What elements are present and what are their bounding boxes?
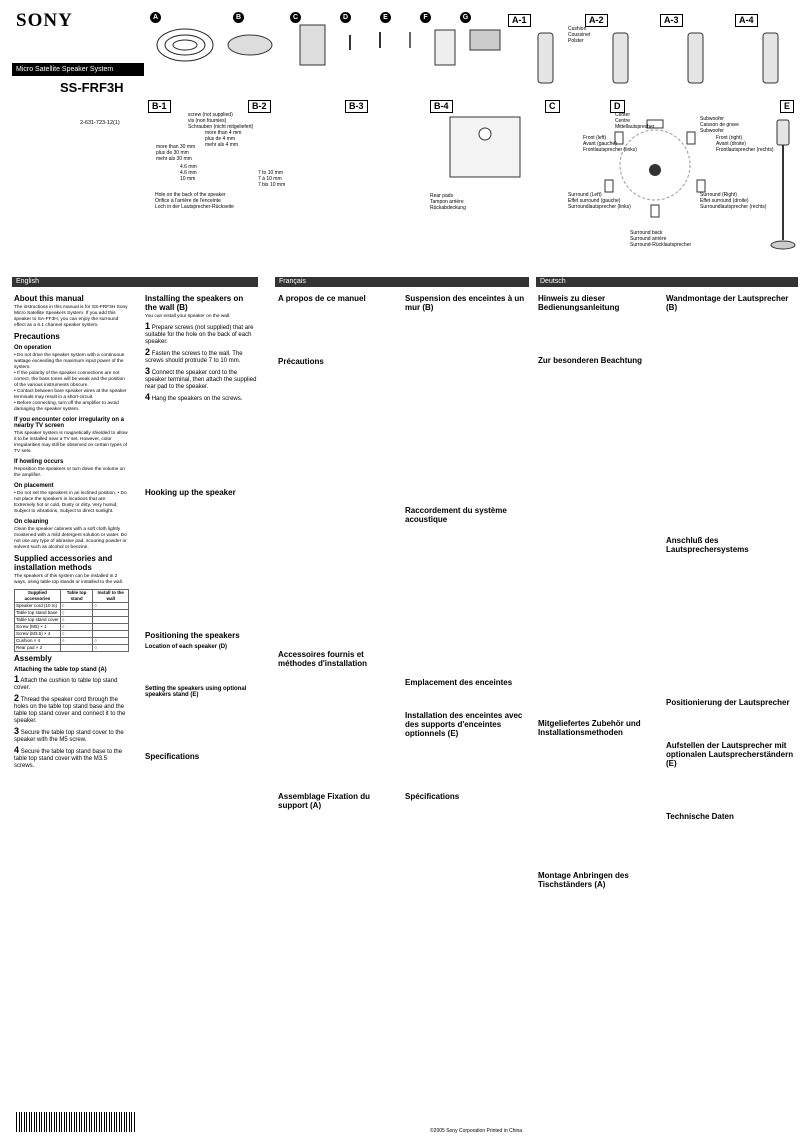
- howling-title: If howling occurs: [14, 459, 64, 465]
- fig-part-b: B: [233, 6, 244, 24]
- surround-left-label: Surround (Left) Effet surround (gauche) Surroundlautsprecher (links): [568, 192, 631, 210]
- table-row: Speaker cord (10 m) ○ ○: [15, 603, 129, 610]
- supplied-text: The speakers of this system can be installed in 2 ways, using table top stands or installed to the wall.: [14, 574, 124, 585]
- hookup-title: Hooking up the speaker: [145, 488, 236, 497]
- precautions-title: Precautions: [14, 332, 60, 341]
- fr-about-title: A propos de ce manuel: [278, 294, 366, 303]
- lang-english: English: [12, 277, 258, 287]
- surround-right-label: Surround (Right) Effet surround (droite) Surroundlautsprecher (rechts): [700, 192, 767, 210]
- product-line: Micro Satellite Speaker System: [12, 63, 144, 76]
- part-number: 2-631-723-12(1): [80, 120, 120, 126]
- step-1: 1 Attach the cushion to table top stand cover.: [14, 674, 118, 691]
- placement-text: • Do not set the speakers in an inclined position. • Do not place the speakers in locations that are: Extremely hot or cold, Dusty or dirty, Very humid, Subject to vibrations, Subject to direct sunlight.: [14, 491, 127, 514]
- placement-title: On placement: [14, 483, 54, 489]
- attaching-title: Attaching the table top stand (A): [14, 667, 107, 673]
- panel-b1-label: B-1: [148, 100, 171, 113]
- howling-text: Reposition the speakers or turn down the volume on the amplifier.: [14, 467, 125, 478]
- hole-detail-drawing: [440, 112, 540, 192]
- fr-hookup-title: Raccordement du système acoustique: [405, 506, 507, 524]
- hole-dimensions: 4.6 mm 4.6 mm 10 mm: [180, 164, 197, 182]
- fig-part-d: D: [340, 6, 351, 24]
- french-col-1: [278, 292, 398, 812]
- table-row: Screw (M5) × 1 ○: [15, 624, 129, 631]
- fr-precautions-title: Précautions: [278, 357, 324, 366]
- screw-size-30mm: more than 30 mm plus de 30 mm mehr als 30 mm: [156, 144, 196, 162]
- fig-part-e: E: [380, 6, 391, 24]
- panel-b4-label: B-4: [430, 100, 453, 113]
- de-accessories-title: Mitgeliefertes Zubehör und Installationsmethoden: [538, 719, 641, 737]
- step-3: 3 Secure the table top stand cover to the speaker with the M5 screw.: [14, 726, 124, 743]
- wall-step-3: 3 Connect the speaker cord to the speaker terminal, then attach the supplied rear pad to the speaker.: [145, 366, 257, 390]
- about-text: The instructions in this manual is for SS-FRF3H Sony Micro Satellite Speakers System. If you add this speaker to SA-FF3H, you can enjoy the surround effect as a 6.1 channel speaker system.: [14, 305, 128, 328]
- panel-c-label: C: [545, 100, 560, 113]
- fig-part-a: A: [150, 6, 161, 24]
- fig-part-f: F: [420, 6, 431, 24]
- barcode: [16, 1112, 136, 1132]
- wall-title: Installing the speakers on the wall (B): [145, 294, 244, 312]
- copyright: ©2005 Sony Corporation Printed in China: [430, 1128, 523, 1134]
- fig-part-c: C: [290, 6, 301, 24]
- de-stands-title: Aufstellen der Lautsprecher mit optionalen Lautsprecherständern (E): [666, 741, 794, 768]
- screw-note: screw (not supplied) vis (non fournies) Schrauben (nicht mitgeliefert): [188, 112, 254, 130]
- de-assembly-title: Montage Anbringen des Tischständers (A): [538, 871, 629, 889]
- fr-specs-title: Spécifications: [405, 792, 460, 801]
- brand-logo: SONY: [16, 10, 73, 31]
- french-col-2: [405, 292, 525, 803]
- de-specs-title: Technische Daten: [666, 812, 734, 821]
- wall-step-1: 1 Prepare screws (not supplied) that are suitable for the hole on the back of each speaker.: [145, 321, 254, 345]
- cleaning-title: On cleaning: [14, 519, 49, 525]
- accessories-table: Supplied accessories Table top stand Install to the wall Speaker cord (10 m) ○ ○ Table top stand base ○ Table top stand cover ○ Screw (M5) × 1 ○ Screw (M3.5) × 4 ○ Cushion × 4 ○ ○ Rear pad × 2 ○: [14, 589, 129, 652]
- on-operation-title: On operation: [14, 345, 52, 351]
- step-4: 4 Secure the table top stand base to the table top stand cover with the M3.5 screws.: [14, 745, 123, 769]
- wall-step-2: 2 Fasten the screws to the wall. The screws should protrude 7 to 10 mm.: [145, 347, 243, 364]
- panel-a3-label: A-3: [660, 14, 683, 27]
- table-row: Rear pad × 2 ○: [15, 645, 129, 652]
- color-text: This speaker system is magnetically shielded to allow it to be installed near a TV set. However, color irregularities may still be observed on certain types of TV sets.: [14, 431, 128, 454]
- fr-wall-title: Suspension des enceintes à un mur (B): [405, 294, 525, 312]
- specs-title: Specifications: [145, 752, 200, 761]
- panel-a4-label: A-4: [735, 14, 758, 27]
- color-title: If you encounter color irregularity on a nearby TV screen: [14, 417, 125, 429]
- panel-a2-label: A-2: [585, 14, 608, 27]
- de-hookup-title: Anschluß des Lautsprechersystems: [666, 536, 749, 554]
- front-right-label: Front (right) Avant (droite) Frontlautsprecher (rechts): [716, 135, 774, 153]
- center-label: Center Centre Mittellautsprecher: [615, 112, 655, 130]
- panel-b3-label: B-3: [345, 100, 368, 113]
- cushion-label: Cushion Coussinet Polster: [568, 26, 591, 44]
- panel-e-label: E: [780, 100, 794, 113]
- operation-text: • Do not drive the speaker system with a continuous wattage exceeding the maximum input power of the system. • If the polarity of the speaker connections are not correct, the bass tones will be weak and the position of the various instruments obscure. • Contact between bare speaker wires at the speaker terminals may result in a short-circuit. • Before connecting, turn off the amplifier to avoid damaging the speaker system.: [14, 353, 127, 412]
- screw-size-4mm: more than 4 mm plus de 4 mm mehr als 4 mm: [205, 130, 242, 148]
- cleaning-text: Clean the speaker cabinets with a soft cloth lightly moistened with a mild detergent solution or water. Do not use any type of abrasive pad, scouring powder or solvent such as alcohol or benzine.: [14, 527, 127, 550]
- table-row: Table top stand base ○: [15, 610, 129, 617]
- rear-pad-label: Rear pads Tampon arrière Rückabdeckung: [430, 193, 466, 211]
- fr-accessories-title: Accessoires fournis et méthodes d'installation: [278, 650, 368, 668]
- subwoofer-label: Subwoofer Caisson de grave Subwoofer: [700, 116, 739, 134]
- fr-position-title: Emplacement des enceintes: [405, 678, 513, 687]
- panel-b2-label: B-2: [248, 100, 271, 113]
- assembly-title: Assembly: [14, 654, 52, 663]
- hole-label: Hole on the back of the speaker Orifice à l'arrière de l'enceinte Loch in der Lautsprecher-Rückseite: [155, 192, 234, 210]
- stand-drawings: [508, 28, 798, 93]
- location-title: Location of each speaker (D): [145, 644, 228, 650]
- positioning-title: Positioning the speakers: [145, 631, 240, 640]
- wall-intro: You can install your speaker on the wall.: [145, 314, 231, 319]
- german-col-2: [666, 292, 794, 823]
- table-row: Cushion × 4 ○ ○: [15, 638, 129, 645]
- lang-french: Français: [275, 277, 529, 287]
- de-precautions-title: Zur besonderen Beachtung: [538, 356, 643, 365]
- accessories-drawing: [150, 20, 510, 85]
- wall-step-4: 4 Hang the speakers on the screws.: [145, 392, 243, 402]
- surround-back-label: Surround back Surround arrière Surround-Rücklautsprecher: [630, 230, 692, 248]
- step-2: 2 Thread the speaker cord through the holes on the table top stand base and the table top stand cover and connect it to the speaker.: [14, 693, 126, 724]
- english-col-1: [14, 292, 129, 773]
- fr-assembly-title: Assemblage Fixation du support (A): [278, 792, 371, 810]
- lang-german: Deutsch: [536, 277, 798, 287]
- table-row: Screw (M3.5) × 4 ○: [15, 631, 129, 638]
- stands-title: Setting the speakers using optional speakers stand (E): [145, 686, 247, 698]
- fr-stands-title: Installation des enceintes avec des supports d'enceintes optionnels (E): [405, 711, 523, 738]
- optional-stand-drawing: [768, 115, 798, 255]
- panel-a1-label: A-1: [508, 14, 531, 27]
- table-row: Table top stand cover ○: [15, 617, 129, 624]
- about-title: About this manual: [14, 294, 84, 303]
- fig-part-g: G: [460, 6, 471, 24]
- de-position-title: Positionierung der Lautsprecher: [666, 698, 790, 707]
- english-col-2: [145, 292, 257, 763]
- front-left-label: Front (left) Avant (gauche) Frontlautsprecher (links): [583, 135, 637, 153]
- model-number: SS-FRF3H: [60, 80, 124, 95]
- supplied-title: Supplied accessories and installation methods: [14, 554, 113, 572]
- de-wall-title: Wandmontage der Lautsprecher (B): [666, 294, 789, 312]
- protrude-length: 7 to 10 mm 7 à 10 mm 7 bis 10 mm: [258, 170, 286, 188]
- panel-d-label: D: [610, 100, 625, 113]
- de-about-title: Hinweis zu dieser Bedienungsanleitung: [538, 294, 620, 312]
- german-col-1: [538, 292, 658, 891]
